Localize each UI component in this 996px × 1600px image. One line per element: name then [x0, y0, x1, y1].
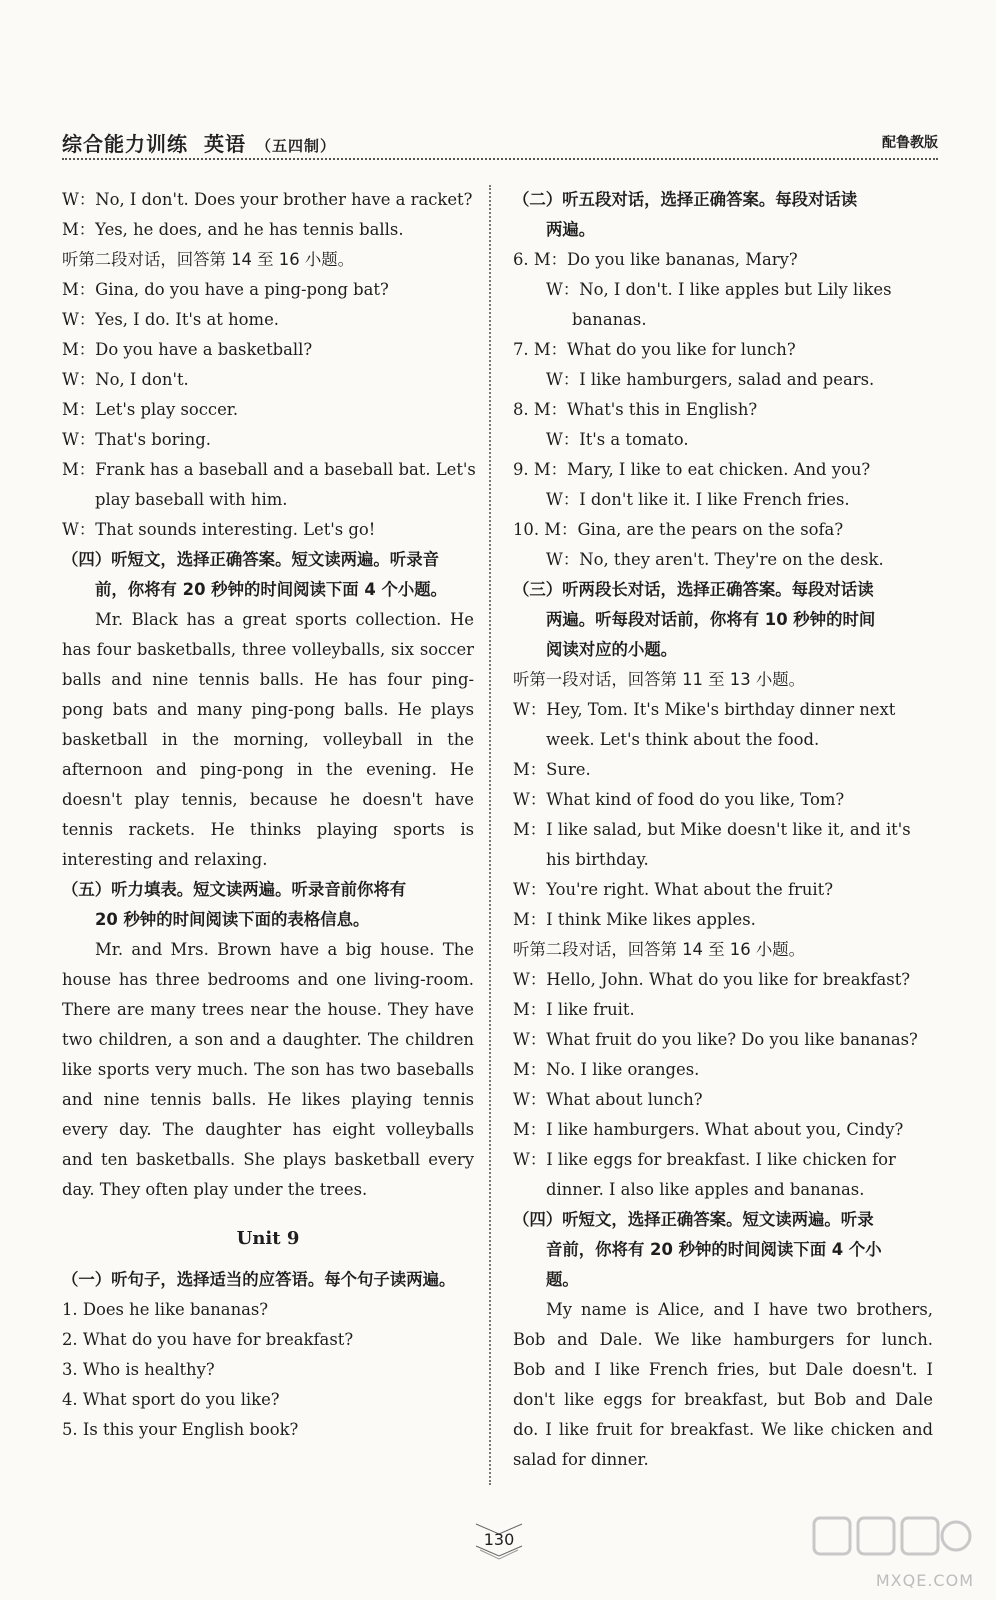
text-line: day. They often play under the trees.: [62, 1180, 368, 1199]
watermark: [806, 1512, 974, 1592]
text-line: M：Do you have a basketball?: [62, 340, 313, 359]
section-heading: 20 秒钟的时间阅读下面的表格信息。: [95, 910, 370, 929]
book-title: 综合能力训练 英语 （五四制）: [62, 132, 337, 156]
text-line: Mr. and Mrs. Brown have a big house. The: [95, 940, 474, 959]
text-line: two children, a son and a daughter. The children: [62, 1030, 474, 1049]
text-line: Bob and I like French fries, but Dale doesn't. I: [513, 1360, 933, 1379]
section-heading: （五）听力填表。短文读两遍。听录音前你将有: [62, 880, 407, 899]
text-line: M：I like salad, but Mike doesn't like it, and it's: [513, 820, 911, 839]
text-line: his birthday.: [546, 850, 649, 869]
text-line: tennis rackets. He thinks playing sports is: [62, 820, 474, 839]
text-line: W：It's a tomato.: [546, 430, 689, 449]
text-line: and ten basketballs. She plays basketball every: [62, 1150, 474, 1169]
text-line: don't like eggs for breakfast, but Bob and Dale: [513, 1390, 933, 1409]
text-line: W：That's boring.: [62, 430, 211, 449]
grade-system-label: （五四制）: [256, 137, 337, 155]
text-line: dinner. I also like apples and bananas.: [546, 1180, 865, 1199]
watermark-logo-icon: [806, 1512, 974, 1568]
header-rule: [62, 158, 938, 160]
question-item: 2. What do you have for breakfast?: [62, 1330, 354, 1349]
text-line: 听第二段对话，回答第 14 至 16 小题。: [62, 250, 355, 269]
text-line: W：I like eggs for breakfast. I like chicken for: [513, 1150, 896, 1169]
text-line: M：Sure.: [513, 760, 591, 779]
text-line: There are many trees near the house. They have: [62, 1000, 474, 1019]
text-line: W：What fruit do you like? Do you like bananas?: [513, 1030, 918, 1049]
question-item: 3. Who is healthy?: [62, 1360, 215, 1379]
text-line: W：Hey, Tom. It's Mike's birthday dinner next: [513, 700, 896, 719]
text-line: play baseball with him.: [95, 490, 288, 509]
text-line: M：I like fruit.: [513, 1000, 635, 1019]
text-line: 听第二段对话，回答第 14 至 16 小题。: [513, 940, 806, 959]
section-heading: （四）听短文，选择正确答案。短文读两遍。听录: [513, 1210, 874, 1229]
section-heading: 两遍。: [546, 220, 596, 239]
text-line: salad for dinner.: [513, 1450, 649, 1469]
text-line: M：I think Mike likes apples.: [513, 910, 756, 929]
section-heading: 前，你将有 20 秒钟的时间阅读下面 4 个小题。: [95, 580, 448, 599]
question-item: 10. M：Gina, are the pears on the sofa?: [513, 520, 844, 539]
text-line: house has three bedrooms and one living-room.: [62, 970, 474, 989]
text-line: do. I like fruit for breakfast. We like chicken and: [513, 1420, 933, 1439]
text-line: Bob and Dale. We like hamburgers for lunch.: [513, 1330, 933, 1349]
text-line: W：What about lunch?: [513, 1090, 703, 1109]
text-line: has four basketballs, three volleyballs, six soccer: [62, 640, 474, 659]
text-line: interesting and relaxing.: [62, 850, 268, 869]
section-heading: （二）听五段对话，选择正确答案。每段对话读: [513, 190, 858, 209]
text-line: W：Yes, I do. It's at home.: [62, 310, 279, 329]
question-item: 1. Does he like bananas?: [62, 1300, 269, 1319]
question-item: 8. M：What's this in English?: [513, 400, 758, 419]
section-heading: （三）听两段长对话，选择正确答案。每段对话读: [513, 580, 874, 599]
section-heading: （四）听短文，选择正确答案。短文读两遍。听录音: [62, 550, 439, 569]
unit-heading: Unit 9: [236, 1228, 300, 1249]
page-number-text: 130: [483, 1530, 515, 1549]
page-number: [470, 1520, 528, 1564]
text-line: W：You're right. What about the fruit?: [513, 880, 834, 899]
section-heading: （一）听句子，选择适当的应答语。每个句子读两遍。: [62, 1270, 456, 1289]
subject-label: 英语: [204, 132, 246, 156]
watermark-text: MXQE.COM: [875, 1571, 974, 1590]
text-line: every day. The daughter has eight volleyballs: [62, 1120, 474, 1139]
text-line: W：No, they aren't. They're on the desk.: [546, 550, 884, 569]
section-heading: 两遍。听每段对话前，你将有 10 秒钟的时间: [546, 610, 876, 629]
text-line: pong bats and many ping-pong balls. He plays: [62, 700, 474, 719]
question-item: 9. M：Mary, I like to eat chicken. And you?: [513, 460, 871, 479]
question-item: 6. M：Do you like bananas, Mary?: [513, 250, 798, 269]
question-item: 7. M：What do you like for lunch?: [513, 340, 796, 359]
column-divider: [489, 185, 491, 1485]
text-line: and nine tennis balls. He likes playing tennis: [62, 1090, 474, 1109]
text-line: balls and nine tennis balls. He has four ping-: [62, 670, 474, 689]
text-line: M：I like hamburgers. What about you, Cindy?: [513, 1120, 904, 1139]
section-heading: 题。: [546, 1270, 579, 1289]
text-line: M：Yes, he does, and he has tennis balls.: [62, 220, 404, 239]
text-line: W：No, I don't. I like apples but Lily likes: [546, 280, 892, 299]
text-line: basketball in the morning, volleyball in the: [62, 730, 474, 749]
text-line: W：What kind of food do you like, Tom?: [513, 790, 845, 809]
text-line: 听第一段对话，回答第 11 至 13 小题。: [513, 670, 806, 689]
text-line: W：I don't like it. I like French fries.: [546, 490, 850, 509]
text-line: W：I like hamburgers, salad and pears.: [546, 370, 875, 389]
text-line: M：Gina, do you have a ping-pong bat?: [62, 280, 389, 299]
text-line: W：That sounds interesting. Let's go!: [62, 520, 376, 539]
edition-label: 配鲁教版: [882, 135, 938, 151]
text-line: W：Hello, John. What do you like for breakfast?: [513, 970, 911, 989]
text-line: like sports very much. The son has two baseballs: [62, 1060, 474, 1079]
text-line: W：No, I don't.: [62, 370, 189, 389]
right-column: [513, 185, 933, 1475]
text-line: M：Let's play soccer.: [62, 400, 239, 419]
text-line: bananas.: [572, 310, 647, 329]
text-line: M：No. I like oranges.: [513, 1060, 700, 1079]
page-header: [62, 128, 938, 158]
text-line: M：Frank has a baseball and a baseball bat. Let's: [62, 460, 476, 479]
text-line: W：No, I don't. Does your brother have a racket?: [62, 190, 473, 209]
text-line: week. Let's think about the food.: [546, 730, 820, 749]
section-heading: 音前，你将有 20 秒钟的时间阅读下面 4 个小: [546, 1240, 882, 1259]
section-heading: 阅读对应的小题。: [546, 640, 678, 659]
question-item: 4. What sport do you like?: [62, 1390, 280, 1409]
left-column: [62, 185, 474, 1445]
text-line: Mr. Black has a great sports collection. He: [95, 610, 474, 629]
text-line: My name is Alice, and I have two brothers,: [546, 1300, 933, 1319]
text-line: doesn't play tennis, because he doesn't have: [62, 790, 474, 809]
text-line: afternoon and ping-pong in the evening. He: [62, 760, 474, 779]
question-item: 5. Is this your English book?: [62, 1420, 299, 1439]
